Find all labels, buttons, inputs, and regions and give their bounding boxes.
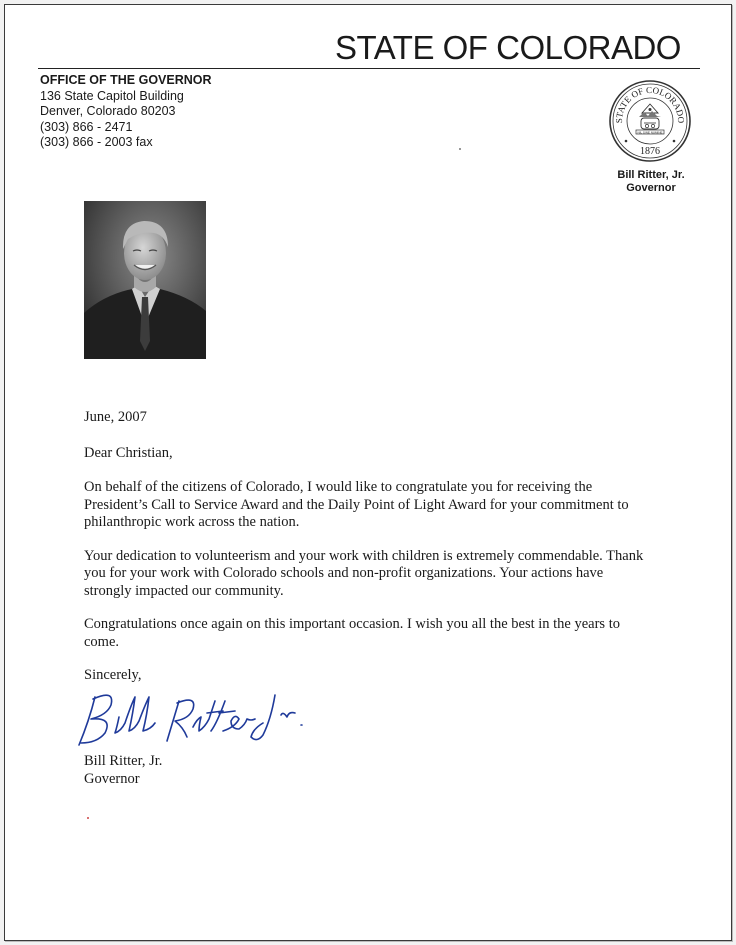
signer-block: [84, 753, 162, 788]
governor-name: Bill Ritter, Jr.: [617, 169, 685, 181]
seal-motto: NIL SINE NUMINE: [637, 130, 663, 135]
handwritten-signature: [75, 683, 325, 753]
salutation: Dear Christian,: [84, 444, 173, 461]
governor-portrait: [84, 201, 206, 359]
letter-date: June, 2007: [84, 409, 147, 425]
governor-header-block: [605, 169, 697, 195]
address-line-2: Denver, Colorado 80203: [40, 104, 176, 118]
letter-body: [84, 409, 644, 685]
header-rule: [38, 68, 700, 69]
paper-speck: [87, 817, 89, 819]
paper-speck: [459, 148, 461, 150]
seal-year: 1876: [640, 146, 660, 157]
fax-line: (303) 866 - 2003 fax: [40, 135, 153, 149]
office-name: OFFICE OF THE GOVERNOR: [40, 73, 212, 87]
signer-name: Bill Ritter, Jr.: [84, 753, 163, 769]
phone-line: (303) 866 - 2471: [40, 119, 133, 134]
state-seal-icon: [608, 79, 692, 163]
address-line-1: 136 State Capitol Building: [40, 88, 184, 103]
body-paragraph-1: On behalf of the citizens of Colorado, I would like to congratulate you for receiving the President’s Call to Service Award and the Daily Point of Light Award for your commitment to philanthropic work across the nation.: [84, 479, 629, 530]
office-address-block: [40, 73, 212, 151]
governor-title: Governor: [626, 182, 676, 194]
body-paragraph-2: Your dedication to volunteerism and your work with children is extremely commendable. Thank you for your work with Colorado schools and non-profit organizations. Your actions have strongly impacted our community.: [84, 547, 644, 599]
state-masthead: STATE OF COLORADO: [335, 29, 681, 66]
body-paragraph-3: Congratulations once again on this important occasion. I wish you all the best in the years to come.: [84, 616, 620, 650]
closing: Sincerely,: [84, 667, 142, 683]
letter-page: [4, 4, 732, 941]
signer-title: Governor: [84, 770, 140, 787]
seal-top-text: STATE OF COLORADO: [613, 84, 687, 124]
